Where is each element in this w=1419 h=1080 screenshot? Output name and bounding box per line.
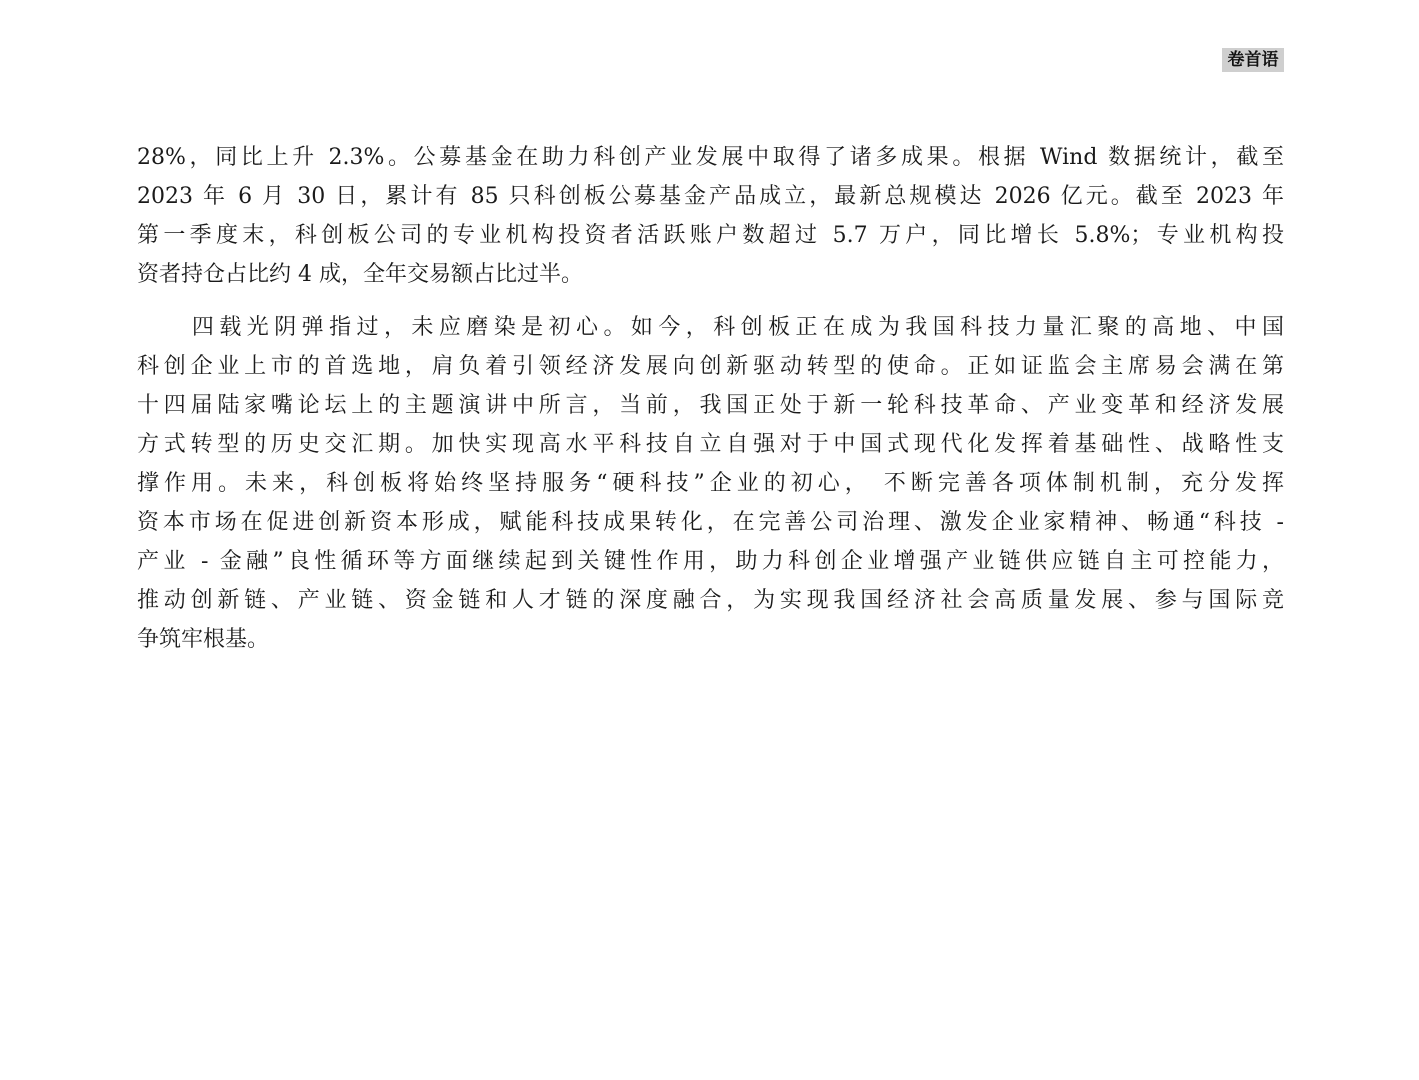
body-text	[137, 138, 1284, 659]
text-line: 资者持仓占比约 4 成，全年交易额占比过半。	[137, 262, 583, 287]
text-line: 第一季度末，科创板公司的专业机构投资者活跃账户数超过 5.7 万户，同比增长 5.8%；专业机构投	[137, 223, 1284, 248]
text-line: 方式转型的历史交汇期。加快实现高水平科技自立自强对于中国式现代化发挥着基础性、战略性支	[137, 432, 1284, 457]
text-line: 资本市场在促进创新资本形成，赋能科技成果转化，在完善公司治理、激发企业家精神、畅通“科技 -	[137, 510, 1284, 535]
paragraph	[137, 138, 1284, 294]
text-line: 28%，同比上升 2.3%。公募基金在助力科创产业发展中取得了诸多成果。根据 Wind 数据统计，截至	[137, 145, 1284, 170]
paragraph	[137, 308, 1284, 659]
paragraph-gap	[137, 294, 1284, 308]
text-line: 四载光阴弹指过，未应磨染是初心。如今，科创板正在成为我国科技力量汇聚的高地、中国	[137, 315, 1284, 340]
text-line: 产业 - 金融”良性循环等方面继续起到关键性作用，助力科创企业增强产业链供应链自主可控能力，	[137, 549, 1284, 574]
text-line: 十四届陆家嘴论坛上的主题演讲中所言，当前，我国正处于新一轮科技革命、产业变革和经济发展	[137, 393, 1284, 418]
text-line: 2023 年 6 月 30 日，累计有 85 只科创板公募基金产品成立，最新总规模达 2026 亿元。截至 2023 年	[137, 184, 1284, 209]
text-line: 争筑牢根基。	[137, 627, 270, 652]
text-line: 撑作用。未来，科创板将始终坚持服务“硬科技”企业的初心， 不断完善各项体制机制，充分发挥	[137, 471, 1284, 496]
text-line: 科创企业上市的首选地，肩负着引领经济发展向创新驱动转型的使命。正如证监会主席易会满在第	[137, 354, 1284, 379]
text-line: 推动创新链、产业链、资金链和人才链的深度融合，为实现我国经济社会高质量发展、参与国际竞	[137, 588, 1284, 613]
section-label: 卷首语	[1222, 48, 1284, 72]
